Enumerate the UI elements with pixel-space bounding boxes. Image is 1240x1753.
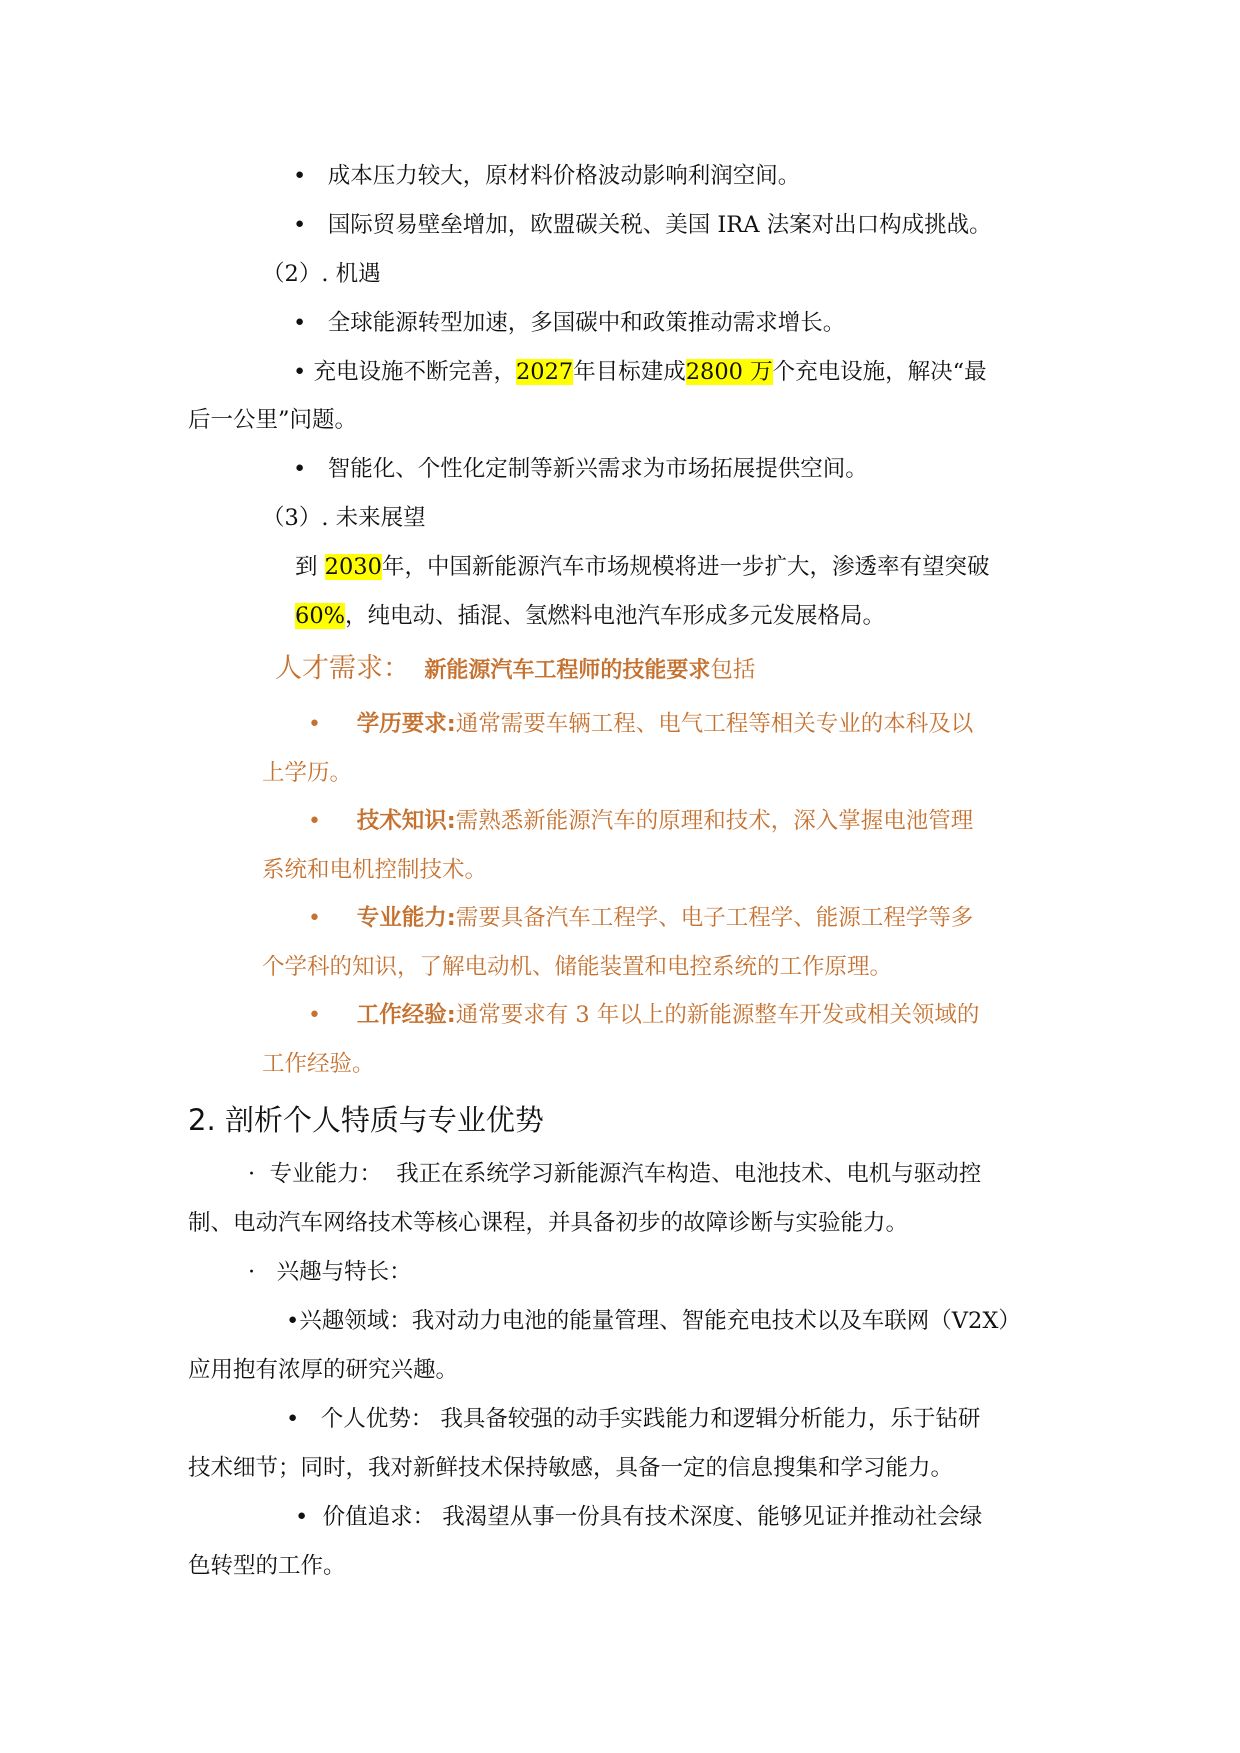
talent-heading [275, 653, 755, 687]
talent-item-3 [308, 902, 973, 935]
talent-label-2: 技术知识: [356, 808, 456, 834]
opportunity-text-2d: 后一公里”问题。 [188, 407, 358, 433]
bullet: • [286, 1308, 300, 1334]
dot: · [248, 1161, 256, 1187]
outlook-text-c: ，纯电动、插混、氢燃料电池汽车形成多元发展格局。 [345, 603, 886, 629]
value-line-1 [295, 1501, 982, 1533]
opportunity-text-2c: 个充电设施，解决“最 [772, 359, 987, 385]
ability-text-2: 制、电动汽车网络技术等核心课程，并具备初步的故障诊断与实验能力。 [188, 1210, 909, 1236]
bullet: • [308, 1003, 321, 1028]
outlook-line-2 [295, 600, 885, 632]
opportunity-text-1: 全球能源转型加速，多国碳中和政策推动需求增长。 [327, 310, 846, 336]
bullet: • [293, 163, 307, 189]
highlight-2027: 2027 [515, 359, 574, 385]
bullet: • [293, 456, 307, 482]
talent-item-4 [308, 999, 979, 1032]
opportunity-item-3 [293, 453, 868, 485]
talent-text-2b: 系统和电机控制技术。 [262, 857, 488, 883]
bullet: • [308, 712, 321, 737]
talent-text-4: 通常要求有 3 年以上的新能源整车开发或相关领域的 [455, 1002, 980, 1028]
challenge-text-1: 成本压力较大，原材料价格波动影响利润空间。 [327, 163, 801, 189]
ability-label: 专业能力： [269, 1161, 382, 1187]
talent-text-1: 通常需要车辆工程、电气工程等相关专业的本科及以 [455, 711, 974, 737]
talent-item-2 [308, 805, 973, 838]
highlight-2030: 2030 [324, 554, 382, 580]
outlook-text-a: 到 [295, 554, 318, 580]
interest-heading [248, 1256, 412, 1288]
opportunity-item-2 [293, 356, 987, 388]
talent-label-4: 工作经验: [356, 1002, 456, 1028]
interest-label: 兴趣与特长： [276, 1259, 412, 1285]
ability-text-1: 我正在系统学习新能源汽车构造、电池技术、电机与驱动控 [396, 1161, 982, 1187]
advantage-line-1 [286, 1403, 980, 1435]
opportunity-text-3: 智能化、个性化定制等新兴需求为市场拓展提供空间。 [327, 456, 868, 482]
advantage-text-2: 技术细节；同时，我对新鲜技术保持敏感，具备一定的信息搜集和学习能力。 [188, 1455, 954, 1481]
challenge-item-2 [293, 209, 992, 241]
talent-title: 人才需求： [275, 653, 410, 684]
dot: · [248, 1259, 256, 1285]
talent-text-2: 需熟悉新能源汽车的原理和技术，深入掌握电池管理 [455, 808, 974, 834]
talent-label-1: 学历要求: [356, 711, 456, 737]
bullet: • [286, 1406, 300, 1432]
section-2-heading: 2. 剖析个人特质与专业优势 [188, 1103, 544, 1137]
talent-subtitle-bold: 新能源汽车工程师的技能要求 [424, 658, 711, 683]
outlook-text-b: 年，中国新能源汽车市场规模将进一步扩大，渗透率有望突破 [381, 554, 990, 580]
advantage-text-1: 个人优势： 我具备较强的动手实践能力和逻辑分析能力，乐于钻研 [320, 1406, 981, 1432]
challenge-item-1 [293, 160, 800, 192]
bullet: • [295, 1504, 309, 1530]
opportunity-text-2a: 充电设施不断完善， [313, 359, 516, 385]
opportunity-text-2b: 年目标建成 [573, 359, 686, 385]
bullet: • [293, 310, 307, 336]
talent-item-1 [308, 708, 973, 741]
interest-text-2: 应用抱有浓厚的研究兴趣。 [188, 1357, 459, 1383]
interest-text-1: 兴趣领域：我对动力电池的能量管理、智能充电技术以及车联网（V2X） [299, 1308, 1021, 1334]
ability-line-1 [248, 1158, 981, 1190]
talent-subtitle-rest: 包括 [710, 657, 756, 683]
opportunities-heading: （2）. 机遇 [262, 261, 381, 287]
talent-text-4b: 工作经验。 [262, 1051, 375, 1077]
highlight-60pct: 60% [295, 603, 346, 629]
bullet: • [293, 359, 307, 385]
talent-text-3: 需要具备汽车工程学、电子工程学、能源工程学等多 [455, 905, 974, 931]
interest-line-1 [286, 1305, 1021, 1337]
bullet: • [308, 906, 321, 931]
highlight-2800: 2800 万 [685, 359, 773, 385]
talent-label-3: 专业能力: [356, 905, 456, 931]
bullet: • [293, 212, 307, 238]
outlook-line-1 [295, 551, 989, 583]
talent-text-1b: 上学历。 [262, 760, 353, 786]
opportunity-item-1 [293, 307, 845, 339]
bullet: • [308, 809, 321, 834]
outlook-heading: （3）. 未来展望 [262, 505, 426, 531]
challenge-text-2: 国际贸易壁垒增加，欧盟碳关税、美国 IRA 法案对出口构成挑战。 [327, 212, 992, 238]
value-text-2: 色转型的工作。 [188, 1553, 346, 1579]
talent-text-3b: 个学科的知识，了解电动机、储能装置和电控系统的工作原理。 [262, 954, 893, 980]
value-text-1: 价值追求： 我渴望从事一份具有技术深度、能够见证并推动社会绿 [322, 1504, 983, 1530]
